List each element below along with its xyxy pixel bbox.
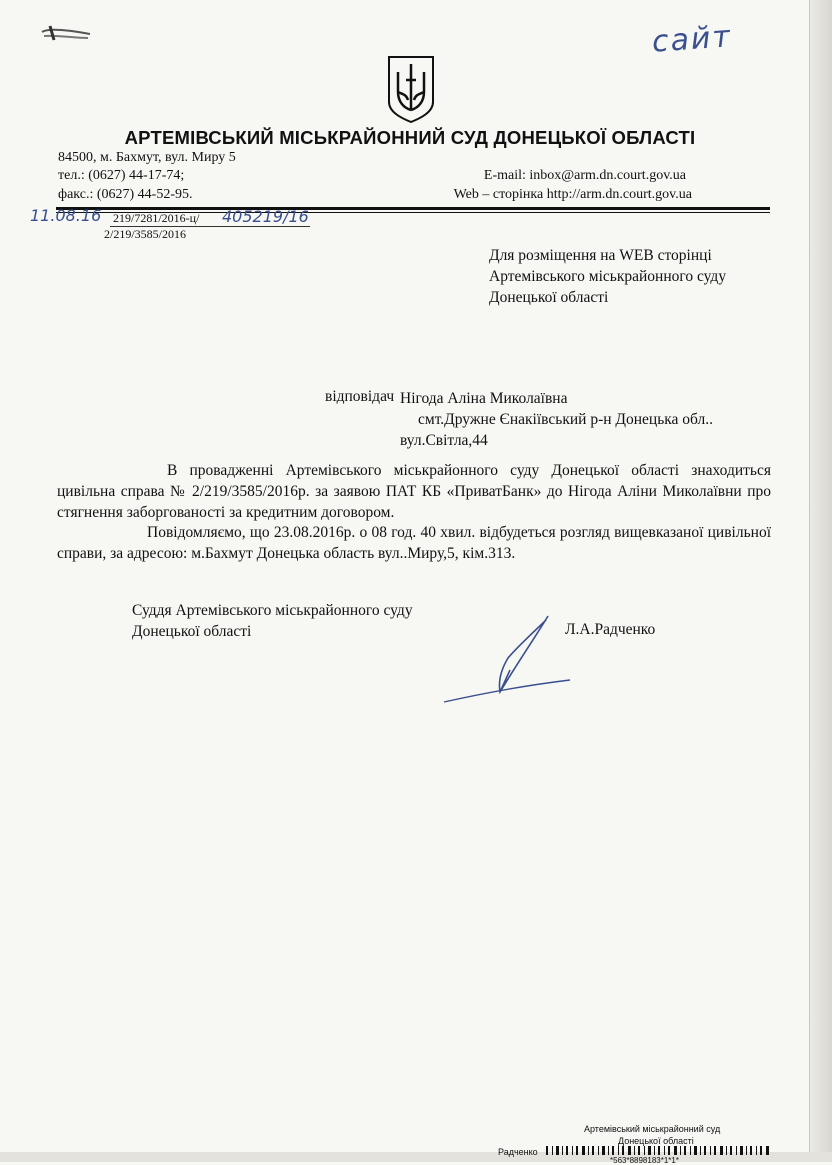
recipient-line: Артемівського міськрайонного суду — [489, 268, 727, 285]
recipient-line: Для розміщення на WEB сторінці — [489, 247, 712, 264]
court-email: E-mail: inbox@arm.dn.court.gov.ua — [483, 168, 686, 183]
handwritten-reg-number: 405219/16 — [222, 207, 309, 226]
court-name-heading: АРТЕМІВСЬКИЙ МІСЬКРАЙОННИЙ СУД ДОНЕЦЬКОЇ ОБЛАСТІ — [124, 127, 696, 148]
court-fax: факс.: (0627) 44-52-95. — [58, 187, 193, 202]
judge-title-line: Донецької області — [132, 623, 252, 640]
judge-name: Л.А.Радченко — [565, 621, 656, 638]
respondent-label: відповідач — [325, 388, 395, 405]
header-rule-thick — [56, 207, 770, 210]
stamp-court: Артемівський міськрайонний суд — [584, 1124, 721, 1134]
judge-title — [132, 600, 413, 642]
case-number: 2/219/3585/2016 — [104, 227, 187, 241]
handwritten-site-note: сайт — [650, 19, 733, 60]
handwritten-date: 11.08.16 — [30, 206, 102, 225]
staple-clip-icon — [38, 20, 98, 48]
body-paragraph-1: В провадженні Артемівського міськрайонного суду Донецької області знаходиться цивільна справа № 2/219/3585/2016р. за заявою ПАТ КБ «ПриватБанк» до Нігода Аліни Миколаївни про стягнення заборгованості за кредитним договором. — [57, 462, 771, 521]
recipient-block — [489, 245, 726, 308]
paper-edge — [809, 0, 832, 1162]
handwritten-signature-icon — [440, 610, 580, 710]
respondent-name: Нігода Аліна Миколаївна — [400, 390, 568, 407]
barcode-text: *563*8898183*1*1* — [610, 1156, 679, 1165]
court-address: 84500, м. Бахмут, вул. Миру 5 — [58, 150, 236, 165]
respondent-street: вул.Світла,44 — [400, 432, 488, 449]
outgoing-number: 219/7281/2016-ц/ — [113, 211, 200, 225]
respondent-address: смт.Дружне Єнакіївський р-н Донецька обл.. — [418, 411, 714, 428]
stamp-name: Радченко — [498, 1147, 538, 1157]
court-website: Web – сторінка http://arm.dn.court.gov.ua — [453, 187, 692, 202]
court-phone: тел.: (0627) 44-17-74; — [58, 168, 185, 183]
coat-of-arms-icon — [386, 54, 436, 124]
judge-title-line: Суддя Артемівського міськрайонного суду — [132, 602, 413, 619]
recipient-line: Донецької області — [489, 289, 609, 306]
respondent-details — [400, 388, 713, 451]
stamp-region: Донецької області — [618, 1136, 694, 1146]
barcode-icon — [546, 1146, 772, 1155]
body-paragraph-2: Повідомляємо, що 23.08.2016р. о 08 год. 40 хвил. відбудеться розгляд вищевказаної цивільної справи, за адресою: м.Бахмут Донецька область вул..Миру,5, кім.313. — [57, 524, 771, 562]
